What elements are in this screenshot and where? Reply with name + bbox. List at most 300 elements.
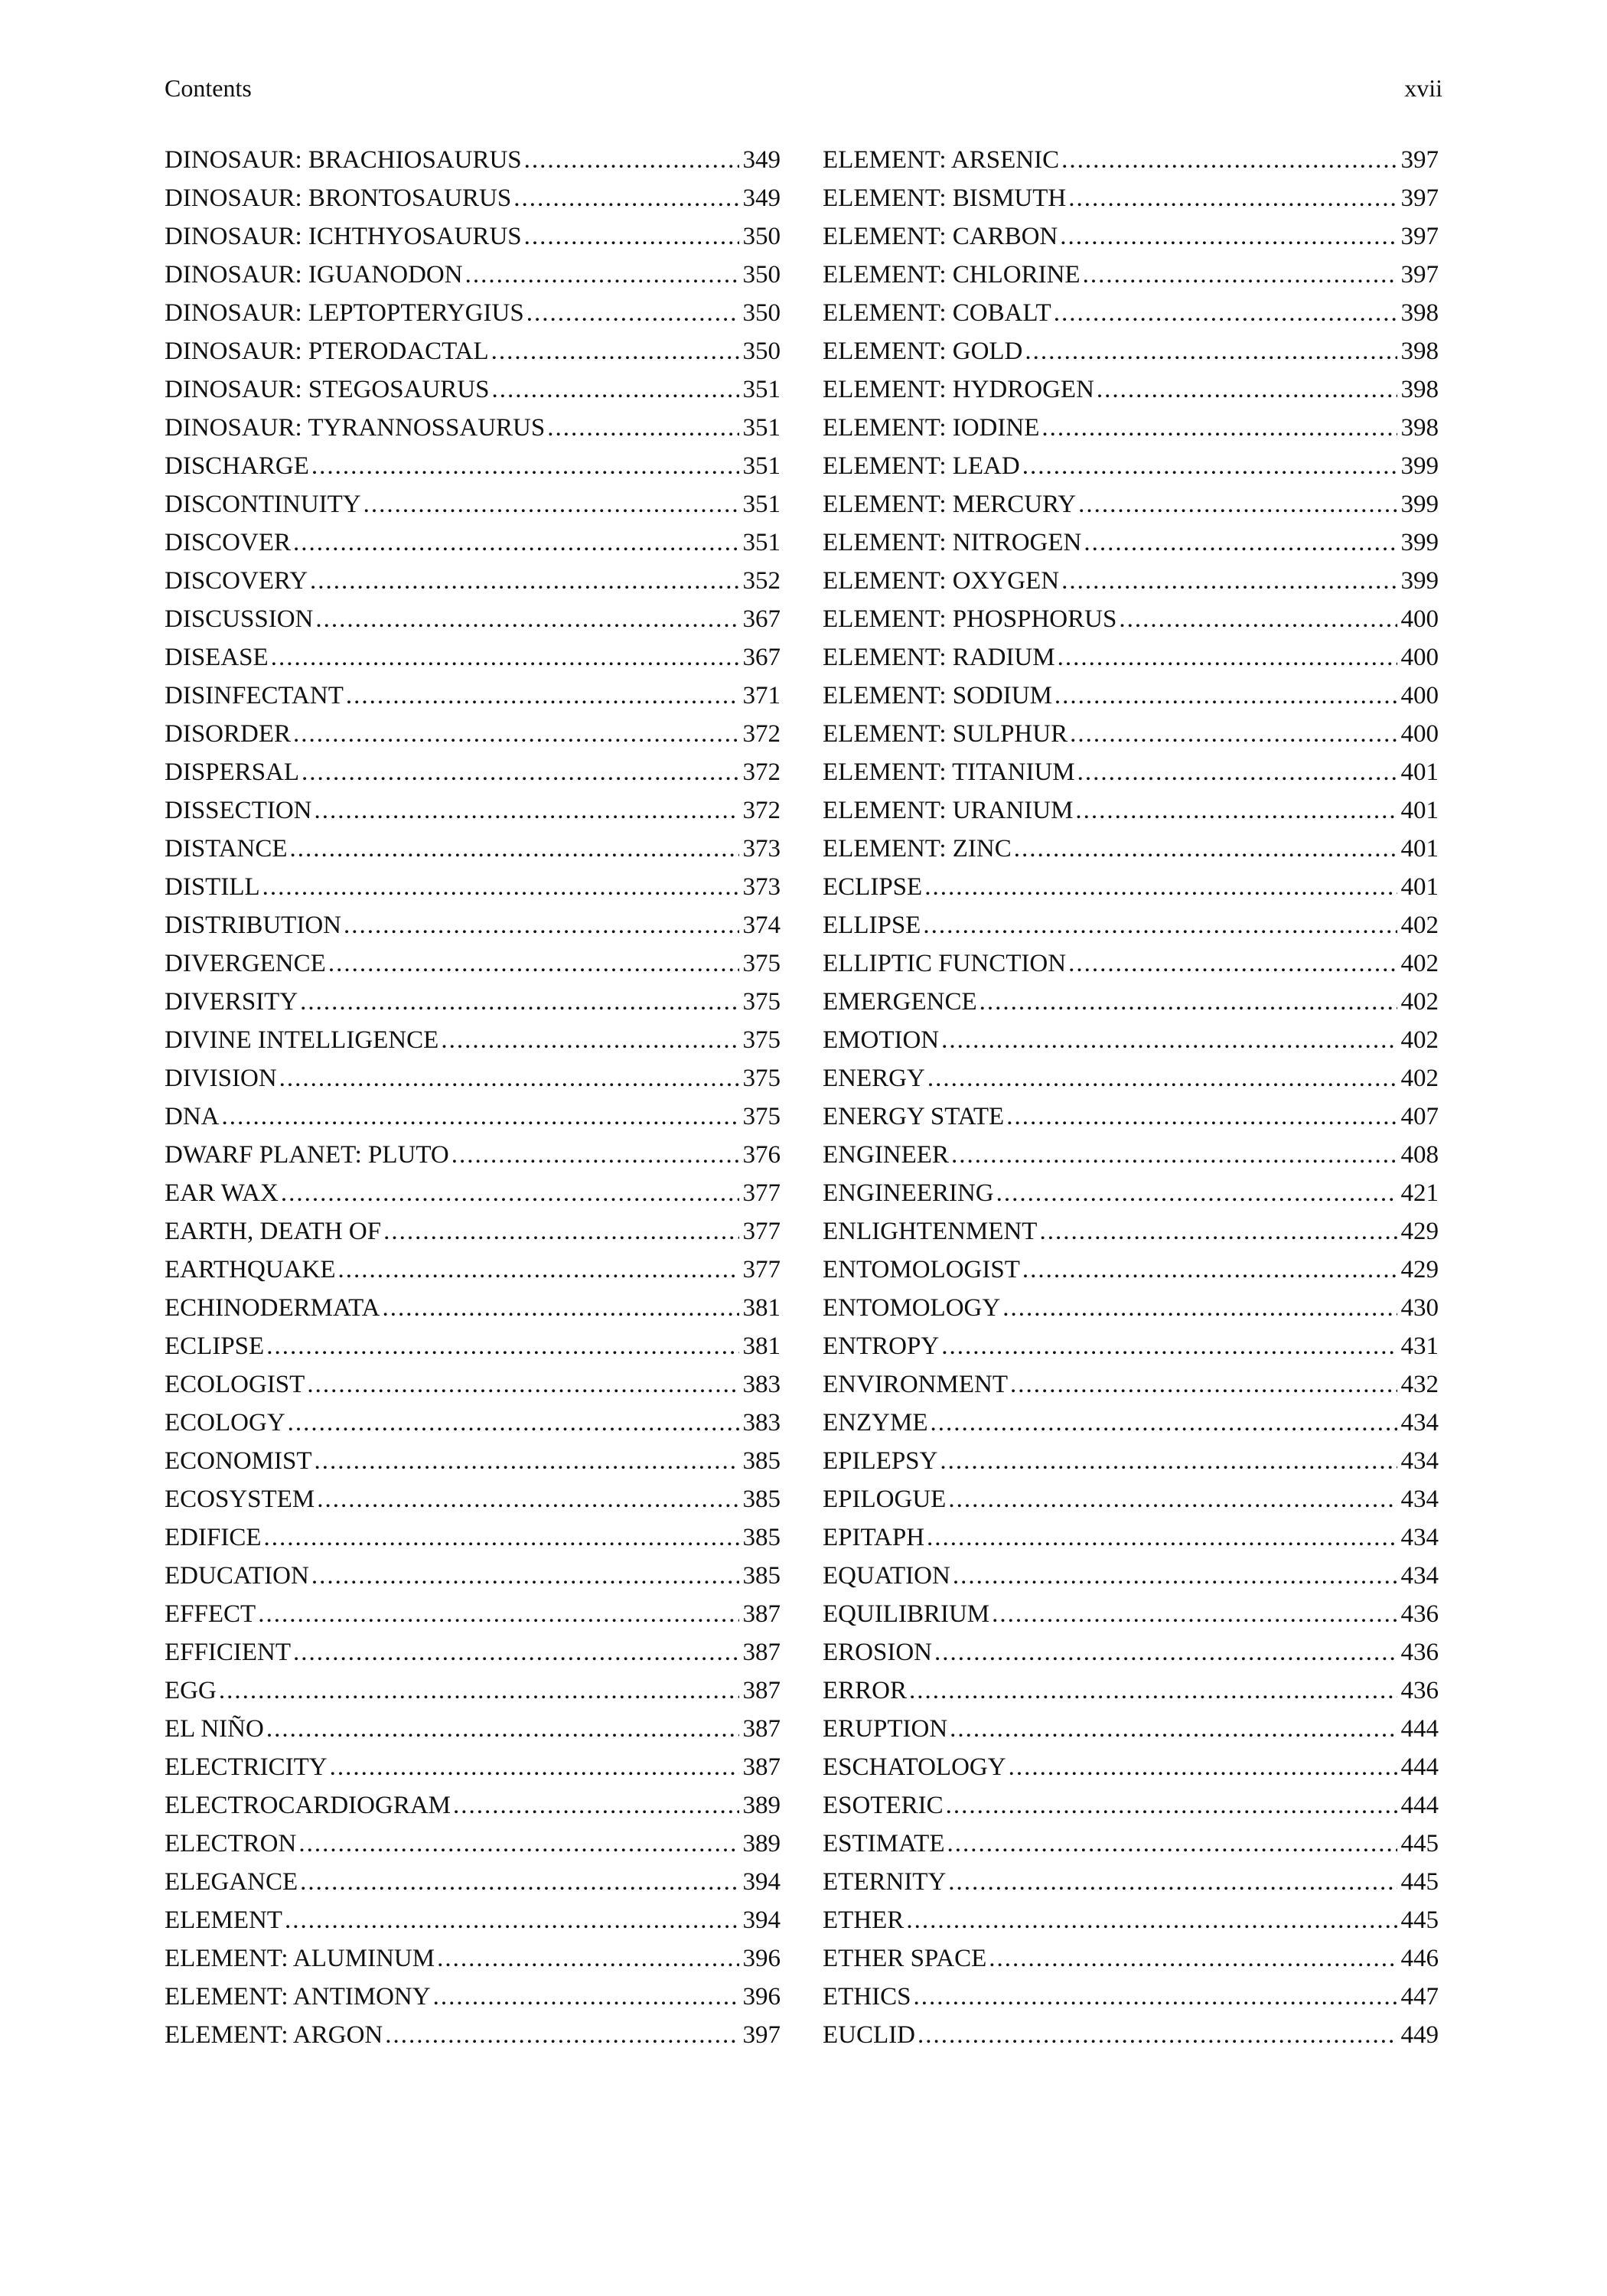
contents-entry [165, 1748, 781, 1786]
dot-leader [1006, 1097, 1397, 1136]
contents-entry [823, 256, 1439, 294]
entry-term: ENGINEERING [823, 1179, 994, 1207]
contents-entry [165, 409, 781, 447]
dot-leader [996, 1174, 1397, 1212]
dot-leader [328, 944, 739, 983]
contents-entry [823, 2016, 1439, 2054]
entry-term: ELECTRICITY [165, 1753, 328, 1781]
entry-page-number: 398 [1400, 299, 1439, 327]
entry-term: EUCLID [823, 2021, 915, 2049]
contents-entry [165, 944, 781, 983]
contents-entry [165, 1557, 781, 1595]
entry-page-number: 397 [1400, 184, 1439, 212]
dot-leader [927, 1518, 1397, 1557]
entry-page-number: 402 [1400, 1026, 1439, 1054]
entry-page-number: 387 [742, 1639, 781, 1666]
entry-term: ELEMENT: PHOSPHORUS [823, 605, 1117, 633]
contents-entry [165, 2016, 781, 2054]
entry-term: DINOSAUR: LEPTOPTERYGIUS [165, 299, 524, 327]
entry-page-number: 375 [742, 1103, 781, 1130]
entry-page-number: 400 [1400, 720, 1439, 748]
entry-term: DIVERSITY [165, 988, 298, 1016]
entry-term: DINOSAUR: BRONTOSAURUS [165, 184, 512, 212]
entry-term: DISCUSSION [165, 605, 314, 633]
contents-entry [165, 332, 781, 370]
entry-page-number: 398 [1400, 376, 1439, 403]
contents-entry [823, 1251, 1439, 1289]
contents-entry [823, 1442, 1439, 1480]
entry-page-number: 402 [1400, 1065, 1439, 1092]
page-header [165, 73, 1442, 103]
entry-term: EARTHQUAKE [165, 1256, 336, 1283]
contents-entry [165, 1442, 781, 1480]
contents-entry [165, 179, 781, 217]
dot-leader [315, 1442, 739, 1480]
dot-leader [1025, 332, 1397, 370]
dot-leader [311, 1557, 739, 1595]
entry-term: DINOSAUR: IGUANODON [165, 261, 463, 289]
contents-entry [823, 447, 1439, 485]
entry-term: ELEMENT: SODIUM [823, 682, 1052, 709]
entry-page-number: 431 [1400, 1332, 1439, 1360]
entry-term: ELEMENT: OXYGEN [823, 567, 1060, 595]
dot-leader [989, 1939, 1397, 1978]
dot-leader [311, 447, 739, 485]
contents-entry [165, 485, 781, 523]
entry-term: ELEMENT: GOLD [823, 338, 1023, 365]
entry-term: ECOLOGIST [165, 1371, 305, 1398]
contents-entry [165, 1518, 781, 1557]
entry-page-number: 399 [1400, 529, 1439, 556]
contents-entry [823, 715, 1439, 753]
page-number: xvii [1404, 74, 1442, 102]
dot-leader [293, 715, 738, 753]
entry-page-number: 377 [742, 1179, 781, 1207]
entry-term: ERROR [823, 1677, 908, 1704]
dot-leader [1009, 1748, 1397, 1786]
dot-leader [281, 1174, 739, 1212]
entry-page-number: 376 [742, 1141, 781, 1169]
dot-leader [1070, 715, 1397, 753]
dot-leader [948, 1480, 1397, 1518]
entry-page-number: 399 [1400, 567, 1439, 595]
dot-leader [433, 1978, 739, 2016]
entry-page-number: 397 [742, 2021, 781, 2049]
entry-term: ELEMENT: CHLORINE [823, 261, 1081, 289]
entry-page-number: 400 [1400, 682, 1439, 709]
entry-term: ELEMENT: URANIUM [823, 797, 1074, 824]
dot-leader [980, 983, 1397, 1021]
entry-term: EARTH, DEATH OF [165, 1218, 382, 1245]
entry-term: ESCHATOLOGY [823, 1753, 1006, 1781]
contents-entry [165, 983, 781, 1021]
contents-entry [823, 1404, 1439, 1442]
entry-term: DISSECTION [165, 797, 312, 824]
dot-leader [310, 562, 738, 600]
contents-entry [823, 1863, 1439, 1901]
contents-entry [823, 1212, 1439, 1251]
dot-leader [491, 370, 738, 409]
dot-leader [1119, 600, 1397, 638]
dot-leader [363, 485, 739, 523]
entry-term: EDIFICE [165, 1524, 262, 1551]
dot-leader [271, 638, 739, 677]
entry-page-number: 372 [742, 758, 781, 786]
entry-page-number: 367 [742, 644, 781, 671]
entry-term: DISORDER [165, 720, 292, 748]
entry-page-number: 375 [742, 950, 781, 977]
entry-term: ECHINODERMATA [165, 1294, 380, 1322]
entry-page-number: 351 [742, 529, 781, 556]
contents-entry [165, 1289, 781, 1327]
contents-entry [165, 753, 781, 791]
entry-term: DINOSAUR: BRACHIOSAURUS [165, 146, 522, 174]
entry-page-number: 350 [742, 299, 781, 327]
dot-leader [264, 1518, 739, 1557]
contents-entry [823, 830, 1439, 868]
contents-entry [165, 1825, 781, 1863]
entry-term: ELEMENT: BISMUTH [823, 184, 1067, 212]
entry-page-number: 400 [1400, 605, 1439, 633]
entry-term: EDUCATION [165, 1562, 309, 1590]
entry-term: EQUATION [823, 1562, 950, 1590]
entry-page-number: 429 [1400, 1256, 1439, 1283]
dot-leader [1060, 217, 1397, 256]
entry-term: ENGINEER [823, 1141, 949, 1169]
entry-term: ENTROPY [823, 1332, 940, 1360]
dot-leader [941, 1021, 1397, 1059]
entry-term: DINOSAUR: STEGOSAURUS [165, 376, 490, 403]
entry-term: ELEMENT: ARSENIC [823, 146, 1060, 174]
entry-page-number: 375 [742, 1026, 781, 1054]
dot-leader [451, 1136, 739, 1174]
entry-page-number: 352 [742, 567, 781, 595]
entry-page-number: 385 [742, 1562, 781, 1590]
entry-term: ENTOMOLOGIST [823, 1256, 1020, 1283]
entry-page-number: 398 [1400, 338, 1439, 365]
dot-leader [298, 1825, 738, 1863]
contents-entry [165, 1863, 781, 1901]
dot-leader [909, 1671, 1397, 1710]
contents-entry [823, 1825, 1439, 1863]
entry-page-number: 434 [1400, 1486, 1439, 1513]
contents-entry [165, 638, 781, 677]
entry-page-number: 383 [742, 1371, 781, 1398]
entry-page-number: 373 [742, 835, 781, 863]
contents-entry [823, 409, 1439, 447]
entry-term: ELEMENT: ALUMINUM [165, 1945, 435, 1972]
dot-leader [930, 1404, 1397, 1442]
dot-leader [526, 294, 739, 332]
entry-page-number: 350 [742, 261, 781, 289]
entry-page-number: 396 [742, 1983, 781, 2011]
dot-leader [1039, 1212, 1397, 1251]
entry-page-number: 399 [1400, 452, 1439, 480]
entry-page-number: 434 [1400, 1447, 1439, 1475]
entry-term: EPITAPH [823, 1524, 925, 1551]
entry-term: ELEMENT: ANTIMONY [165, 1983, 431, 2011]
entry-term: ELLIPSE [823, 912, 921, 939]
entry-page-number: 401 [1400, 758, 1439, 786]
entry-term: EPILOGUE [823, 1486, 947, 1513]
entry-page-number: 434 [1400, 1562, 1439, 1590]
dot-leader [914, 1978, 1397, 2016]
entry-page-number: 387 [742, 1677, 781, 1704]
entry-term: ELEMENT: CARBON [823, 223, 1058, 250]
entry-page-number: 387 [742, 1600, 781, 1628]
contents-entry [823, 1595, 1439, 1633]
entry-term: ETHER [823, 1906, 905, 1934]
contents-entry [823, 1557, 1439, 1595]
dot-leader [1002, 1289, 1397, 1327]
entry-term: ERUPTION [823, 1715, 948, 1743]
entry-page-number: 402 [1400, 988, 1439, 1016]
dot-leader [918, 2016, 1397, 2054]
dot-leader [1022, 1251, 1397, 1289]
dot-leader [941, 1327, 1397, 1365]
dot-leader [285, 1901, 739, 1939]
entry-page-number: 399 [1400, 491, 1439, 518]
entry-page-number: 389 [742, 1792, 781, 1819]
contents-entry [823, 1021, 1439, 1059]
dot-leader [465, 256, 739, 294]
entry-page-number: 397 [1400, 146, 1439, 174]
entry-page-number: 375 [742, 1065, 781, 1092]
entry-term: ELEMENT: MERCURY [823, 491, 1077, 518]
dot-leader [524, 217, 739, 256]
entry-term: ESTIMATE [823, 1830, 945, 1857]
entry-page-number: 377 [742, 1256, 781, 1283]
dot-leader [1054, 677, 1397, 715]
entry-term: ECOSYSTEM [165, 1486, 315, 1513]
entry-term: ELEMENT: LEAD [823, 452, 1020, 480]
entry-page-number: 432 [1400, 1371, 1439, 1398]
entry-page-number: 434 [1400, 1524, 1439, 1551]
entry-term: DINOSAUR: ICHTHYOSAURUS [165, 223, 522, 250]
dot-leader [906, 1901, 1397, 1939]
entry-term: EROSION [823, 1639, 933, 1666]
entry-page-number: 444 [1400, 1715, 1439, 1743]
entry-term: DIVISION [165, 1065, 277, 1092]
entry-page-number: 381 [742, 1332, 781, 1360]
entry-term: ESOTERIC [823, 1792, 944, 1819]
dot-leader [992, 1595, 1397, 1633]
entry-term: ETHICS [823, 1983, 911, 2011]
dot-leader [1058, 638, 1397, 677]
contents-entry [165, 1021, 781, 1059]
entry-page-number: 373 [742, 873, 781, 901]
contents-entry [165, 791, 781, 830]
contents-entry [823, 179, 1439, 217]
dot-leader [923, 906, 1397, 944]
contents-entry [165, 830, 781, 868]
contents-entry [823, 1097, 1439, 1136]
entry-page-number: 401 [1400, 873, 1439, 901]
contents-entry [823, 638, 1439, 677]
entry-term: DINOSAUR: TYRANNOSSAURUS [165, 414, 546, 442]
entry-page-number: 434 [1400, 1409, 1439, 1437]
entry-page-number: 397 [1400, 261, 1439, 289]
entry-page-number: 367 [742, 605, 781, 633]
entry-term: ELEMENT: RADIUM [823, 644, 1055, 671]
contents-column-right [823, 141, 1439, 2054]
entry-term: ECLIPSE [165, 1332, 265, 1360]
entry-term: EMOTION [823, 1026, 940, 1054]
entry-page-number: 398 [1400, 414, 1439, 442]
contents-entry [165, 1480, 781, 1518]
contents-entry [165, 1365, 781, 1404]
contents-entry [823, 370, 1439, 409]
dot-leader [1061, 562, 1397, 600]
dot-leader [1014, 830, 1397, 868]
contents-entry [823, 141, 1439, 179]
dot-leader [262, 868, 739, 906]
dot-leader [315, 791, 739, 830]
entry-term: ELEMENT: HYDROGEN [823, 376, 1094, 403]
dot-leader [222, 1097, 739, 1136]
dot-leader [513, 179, 738, 217]
entry-page-number: 436 [1400, 1677, 1439, 1704]
contents-entry [823, 868, 1439, 906]
contents-entry [823, 1978, 1439, 2016]
contents-entry [823, 1059, 1439, 1097]
contents-entry [165, 1901, 781, 1939]
dot-leader [279, 1059, 739, 1097]
dot-leader [1054, 294, 1397, 332]
entry-term: ENERGY [823, 1065, 925, 1092]
dot-leader [346, 677, 739, 715]
entry-term: ENVIRONMENT [823, 1371, 1008, 1398]
entry-page-number: 383 [742, 1409, 781, 1437]
contents-entry [823, 485, 1439, 523]
dot-leader [300, 983, 738, 1021]
contents-entry [823, 523, 1439, 562]
entry-term: ELEMENT: TITANIUM [823, 758, 1075, 786]
entry-term: DISTANCE [165, 835, 288, 863]
entry-term: DIVINE INTELLIGENCE [165, 1026, 439, 1054]
dot-leader [441, 1021, 738, 1059]
contents-entry [823, 1710, 1439, 1748]
contents-entry [165, 1978, 781, 2016]
entry-term: DWARF PLANET: PLUTO [165, 1141, 449, 1169]
contents-column-left [165, 141, 781, 2054]
dot-leader [1083, 256, 1397, 294]
entry-page-number: 371 [742, 682, 781, 709]
dot-leader [1097, 370, 1397, 409]
entry-term: ELLIPTIC FUNCTION [823, 950, 1067, 977]
entry-page-number: 400 [1400, 644, 1439, 671]
contents-entry [165, 906, 781, 944]
contents-entry [165, 217, 781, 256]
entry-term: DISCHARGE [165, 452, 309, 480]
contents-entry [165, 294, 781, 332]
entry-term: ELEMENT: ZINC [823, 835, 1012, 863]
dot-leader [383, 1212, 738, 1251]
dot-leader [317, 1480, 738, 1518]
contents-entry [165, 1595, 781, 1633]
contents-entry [823, 217, 1439, 256]
dot-leader [1010, 1365, 1397, 1404]
entry-page-number: 446 [1400, 1945, 1439, 1972]
contents-entry [165, 715, 781, 753]
contents-entry [165, 600, 781, 638]
entry-page-number: 436 [1400, 1600, 1439, 1628]
entry-term: ELEMENT [165, 1906, 282, 1934]
dot-leader [491, 332, 739, 370]
entry-term: ECOLOGY [165, 1409, 285, 1437]
dot-leader [315, 600, 738, 638]
entry-term: ELECTROCARDIOGRAM [165, 1792, 451, 1819]
contents-entry [165, 868, 781, 906]
entry-term: ENLIGHTENMENT [823, 1218, 1038, 1245]
contents-entry [165, 1786, 781, 1825]
entry-term: EPILEPSY [823, 1447, 938, 1475]
entry-page-number: 445 [1400, 1830, 1439, 1857]
contents-entry [823, 677, 1439, 715]
dot-leader [288, 1404, 739, 1442]
entry-page-number: 429 [1400, 1218, 1439, 1245]
entry-term: ENZYME [823, 1409, 928, 1437]
dot-leader [1041, 409, 1397, 447]
entry-page-number: 402 [1400, 950, 1439, 977]
entry-term: EMERGENCE [823, 988, 977, 1016]
entry-term: ELEMENT: IODINE [823, 414, 1040, 442]
entry-page-number: 421 [1400, 1179, 1439, 1207]
entry-page-number: 402 [1400, 912, 1439, 939]
contents-entry [823, 906, 1439, 944]
dot-leader [290, 830, 739, 868]
dot-leader [1078, 485, 1397, 523]
entry-page-number: 407 [1400, 1103, 1439, 1130]
entry-page-number: 389 [742, 1830, 781, 1857]
entry-term: ENERGY STATE [823, 1103, 1005, 1130]
contents-entry [823, 1939, 1439, 1978]
contents-entry [823, 791, 1439, 830]
dot-leader [302, 753, 738, 791]
entry-term: DISEASE [165, 644, 269, 671]
entry-page-number: 387 [742, 1753, 781, 1781]
entry-term: DINOSAUR: PTERODACTAL [165, 338, 489, 365]
dot-leader [266, 1710, 739, 1748]
dot-leader [453, 1786, 738, 1825]
contents-entry [823, 1365, 1439, 1404]
contents-entry [165, 677, 781, 715]
dot-leader [547, 409, 738, 447]
dot-leader [219, 1671, 739, 1710]
dot-leader [437, 1939, 738, 1978]
dot-leader [385, 2016, 738, 2054]
entry-page-number: 449 [1400, 2021, 1439, 2049]
dot-leader [344, 906, 739, 944]
entry-term: ETERNITY [823, 1868, 947, 1896]
entry-term: DISCOVER [165, 529, 292, 556]
entry-page-number: 447 [1400, 1983, 1439, 2011]
dot-leader [927, 1059, 1397, 1097]
entry-page-number: 374 [742, 912, 781, 939]
entry-page-number: 351 [742, 414, 781, 442]
entry-term: EGG [165, 1677, 217, 1704]
entry-page-number: 387 [742, 1715, 781, 1743]
contents-entry [165, 1212, 781, 1251]
entry-page-number: 349 [742, 184, 781, 212]
entry-page-number: 445 [1400, 1868, 1439, 1896]
entry-page-number: 381 [742, 1294, 781, 1322]
entry-page-number: 444 [1400, 1753, 1439, 1781]
contents-entry [823, 332, 1439, 370]
dot-leader [300, 1863, 738, 1901]
dot-leader [940, 1442, 1397, 1480]
entry-page-number: 436 [1400, 1639, 1439, 1666]
